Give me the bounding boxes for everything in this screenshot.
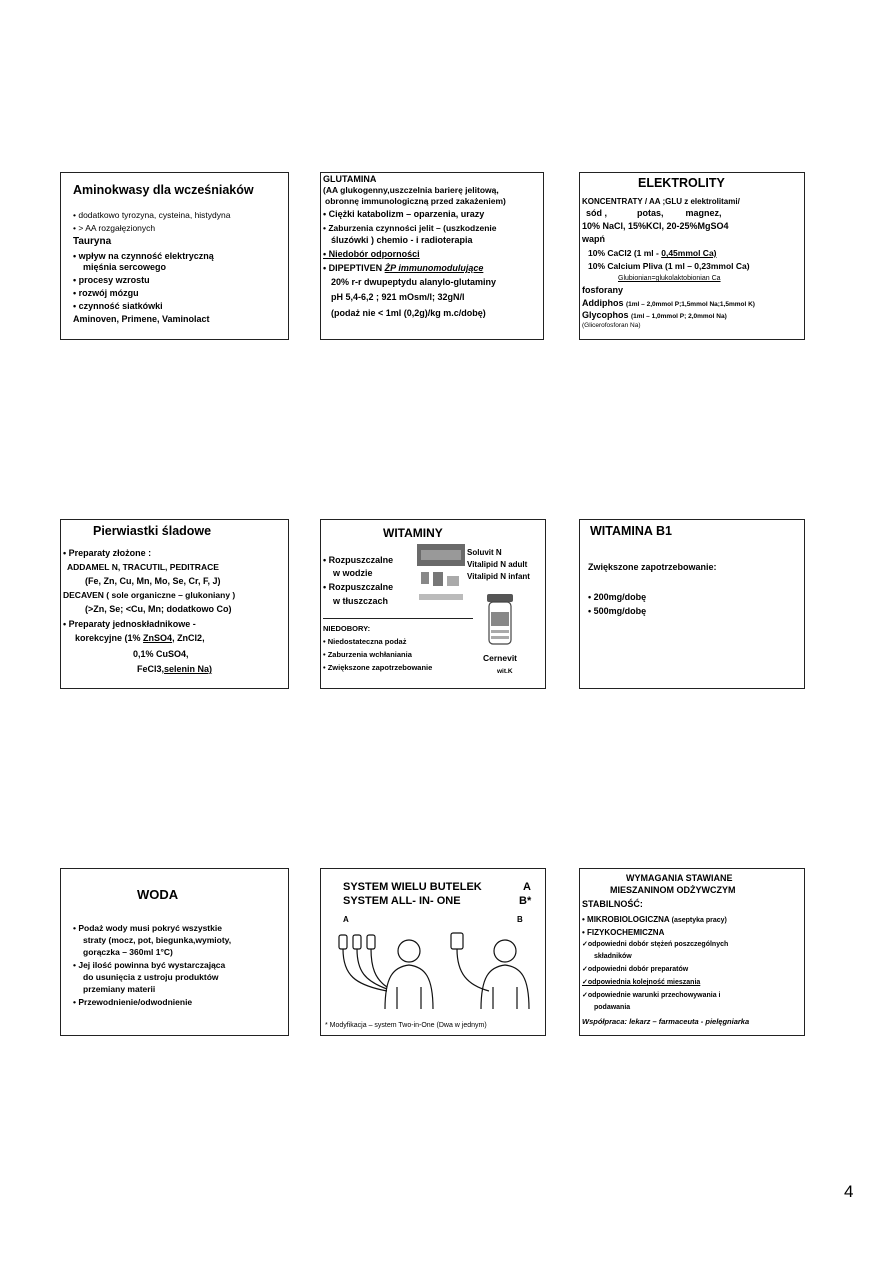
aseptyka-note: (aseptyka pracy) xyxy=(671,917,727,924)
slide-title: GLUTAMINA xyxy=(323,174,377,184)
text-line: straty (mocz, pot, biegunka,wymioty, xyxy=(83,935,232,945)
text-line: podawania xyxy=(594,1004,631,1011)
text-line: • Rozpuszczalne xyxy=(323,582,394,592)
text-line xyxy=(586,208,722,219)
text-line: (Fe, Zn, Cu, Mn, Mo, Se, Cr, F, J) xyxy=(85,576,221,586)
potas-label: potas, xyxy=(637,208,664,218)
text-line: (AA glukogenny,uszczelnia barierę jelitową, xyxy=(323,185,499,195)
text-line: w tłuszczach xyxy=(333,596,389,606)
product-name: Soluvit N xyxy=(467,548,502,557)
zncl2-label: , ZnCl2, xyxy=(172,633,205,643)
infusion-diagram xyxy=(325,925,541,1015)
product-name: Vitalipid N adult xyxy=(467,560,528,569)
text-line: Glubionian=glukolaktobionian Ca xyxy=(618,275,721,282)
text-line: obronnę immunologiczną przed zakażeniem) xyxy=(325,196,506,206)
text-line: STABILNOŚĆ: xyxy=(582,899,643,909)
text-line: 10% Calcium Pliva (1 ml – 0,23mmol Ca) xyxy=(588,261,750,271)
text-line: • dodatkowo tyrozyna, cysteina, histydyna xyxy=(73,210,231,220)
text-line: wapń xyxy=(582,234,606,244)
text-line: Aminoven, Primene, Vaminolact xyxy=(73,314,210,324)
slide-title: WODA xyxy=(137,887,179,902)
text-line: • Zwiększone zapotrzebowanie xyxy=(323,663,433,672)
label-b: B xyxy=(517,915,523,924)
text-line: NIEDOBORY: xyxy=(323,624,371,633)
selenin-label: selenin Na) xyxy=(164,664,213,674)
text-line: (>Zn, Se; <Cu, Mn; dodatkowo Co) xyxy=(85,604,232,614)
slide-title: ELEKTROLITY xyxy=(638,176,725,190)
text-line xyxy=(137,664,212,675)
slide-woda xyxy=(60,868,289,1036)
footnote: * Modyfikacja – system Two-in-One (Dwa w jednym) xyxy=(325,1022,487,1029)
text-line: • Ciężki katabolizm – oparzenia, urazy xyxy=(323,209,485,219)
text-line: DECAVEN ( sole organiczne – glukoniany ) xyxy=(63,590,236,600)
slide-title: SYSTEM WIELU BUTELEK xyxy=(343,881,482,893)
slide-pierwiastki xyxy=(60,519,289,689)
text-line: mięśnia sercowego xyxy=(83,262,167,272)
cernevit-bottle-icon xyxy=(485,594,517,650)
sod-label: sód , xyxy=(586,208,608,218)
slide-title: SYSTEM ALL- IN- ONE xyxy=(343,895,461,907)
dipeptiven-label: • DIPEPTIVEN xyxy=(323,263,385,273)
slide-title: WITAMINA B1 xyxy=(590,524,672,538)
slide-title-tag: B* xyxy=(519,895,532,907)
text-line: przemiany materii xyxy=(83,984,156,994)
magnez-label: magnez, xyxy=(685,208,722,218)
text-line: 20% r-r dwupeptydu alanylo-glutaminy xyxy=(331,277,497,287)
text-line: pH 5,4-6,2 ; 921 mOsm/l; 32gN/l xyxy=(331,292,465,302)
text-line xyxy=(323,263,483,274)
text-line: składników xyxy=(594,953,632,960)
product-name: wit.K xyxy=(497,668,513,675)
slide-title: MIESZANINOM ODŻYWCZYM xyxy=(610,885,736,895)
text-line: • Zaburzenia wchłaniania xyxy=(323,650,412,659)
text-line xyxy=(588,248,717,259)
text-line: • Podaż wody musi pokryć wszystkie xyxy=(73,923,222,933)
text-line: • 200mg/dobę xyxy=(588,592,647,602)
text-line: • Preparaty złożone : xyxy=(63,548,152,558)
product-name: Cernevit xyxy=(483,653,518,663)
slide-witamina-b1 xyxy=(579,519,805,689)
text-line: • Przewodnienie/odwodnienie xyxy=(73,997,193,1007)
slide-title: Pierwiastki śladowe xyxy=(93,524,212,538)
slide-witaminy xyxy=(320,519,546,689)
text-line: 0,1% CuSO4, xyxy=(133,649,189,659)
slide-glutamina xyxy=(320,172,544,340)
text-line: • Rozpuszczalne xyxy=(323,555,394,565)
text-line: Zwiększone zapotrzebowanie: xyxy=(588,562,717,572)
text-line: ADDAMEL N, TRACUTIL, PEDITRACE xyxy=(67,562,219,572)
slide-aminokwasy xyxy=(60,172,289,340)
dipeptiven-note: ŻP immunomodulujące xyxy=(384,263,484,273)
addiphos-value: (1ml – 2,0mmol P;1,5mmol Na;1,5mmol K) xyxy=(626,301,755,308)
text-line xyxy=(582,914,727,926)
text-line: w wodzie xyxy=(333,568,373,578)
text-line: (podaż nie < 1ml (0,2g)/kg m.c/dobę) xyxy=(331,308,486,318)
text-line: • Preparaty jednoskładnikowe - xyxy=(63,619,196,629)
text-line: do usunięcia z ustroju produktów xyxy=(83,972,219,982)
slide-system-butelek xyxy=(320,868,546,1036)
label-a: A xyxy=(343,915,349,924)
slide-title: WITAMINY xyxy=(383,526,443,540)
text-line: • Zaburzenia czynności jelit – (uszkodzenie xyxy=(323,223,497,233)
divider xyxy=(323,618,473,619)
glycophos-value: (1ml – 1,0mmol P; 2,0mmol Na) xyxy=(631,313,727,320)
vitamin-box-icon xyxy=(417,544,467,610)
text-line xyxy=(582,298,755,310)
text-line: • Niedostateczna podaż xyxy=(323,637,407,646)
text-line: • Niedobór odporności xyxy=(323,249,420,259)
text-line: śluzówki ) chemio - i radioterapia xyxy=(331,235,473,245)
text-line: • czynność siatkówki xyxy=(73,301,163,311)
addiphos-label: Addiphos xyxy=(582,298,626,308)
text-line: fosforany xyxy=(582,285,624,295)
slide-title: Aminokwasy dla wcześniaków xyxy=(73,183,254,197)
text-line: Tauryna xyxy=(73,236,112,247)
fecl3-label: FeCl3, xyxy=(137,664,165,674)
text-line: • procesy wzrostu xyxy=(73,275,150,285)
text-line: ✓odpowiednia kolejność mieszania xyxy=(582,979,701,986)
cacl2-label: 10% CaCl2 (1 ml - xyxy=(588,248,662,258)
text-line xyxy=(582,310,727,322)
page-number: 4 xyxy=(844,1182,854,1201)
znso4-label: ZnSO4 xyxy=(143,633,173,643)
product-name: Vitalipid N infant xyxy=(467,572,530,581)
slide-title: WYMAGANIA STAWIANE xyxy=(626,873,733,883)
text-line: (Glicerofosforan Na) xyxy=(582,322,641,329)
slide-title-tag: A xyxy=(523,881,531,893)
glycophos-label: Glycophos xyxy=(582,310,632,320)
text-line: 10% NaCl, 15%KCl, 20-25%MgSO4 xyxy=(582,221,729,231)
korekcyjne-label: korekcyjne (1% xyxy=(75,633,144,643)
text-line: ✓odpowiednie warunki przechowywania i xyxy=(582,992,721,999)
slide-elektrolity xyxy=(579,172,805,340)
text-line xyxy=(75,633,205,644)
text-line: • 500mg/dobę xyxy=(588,606,647,616)
text-line: • wpływ na czynność elektryczną xyxy=(73,251,214,261)
text-line: • FIZYKOCHEMICZNA xyxy=(582,928,665,937)
text-line: gorączka – 360ml 1°C) xyxy=(83,947,173,957)
text-line: • rozwój mózgu xyxy=(73,288,139,298)
slide-wymagania xyxy=(579,868,805,1036)
text-line: • > AA rozgałęzionych xyxy=(73,223,156,233)
text-line: • Jej ilość powinna być wystarczająca xyxy=(73,960,226,970)
text-line: KONCENTRATY / AA ;GLU z elektrolitami/ xyxy=(582,197,740,206)
cacl2-value: 0,45mmol Ca) xyxy=(661,248,717,258)
text-line: ✓odpowiedni dobór stężeń poszczególnych xyxy=(582,941,729,948)
mikrobiologiczna-label: • MIKROBIOLOGICZNA xyxy=(582,915,672,924)
text-line: Współpraca: lekarz – farmaceuta - pielęgniarka xyxy=(582,1017,750,1026)
text-line: ✓odpowiedni dobór preparatów xyxy=(582,966,689,973)
